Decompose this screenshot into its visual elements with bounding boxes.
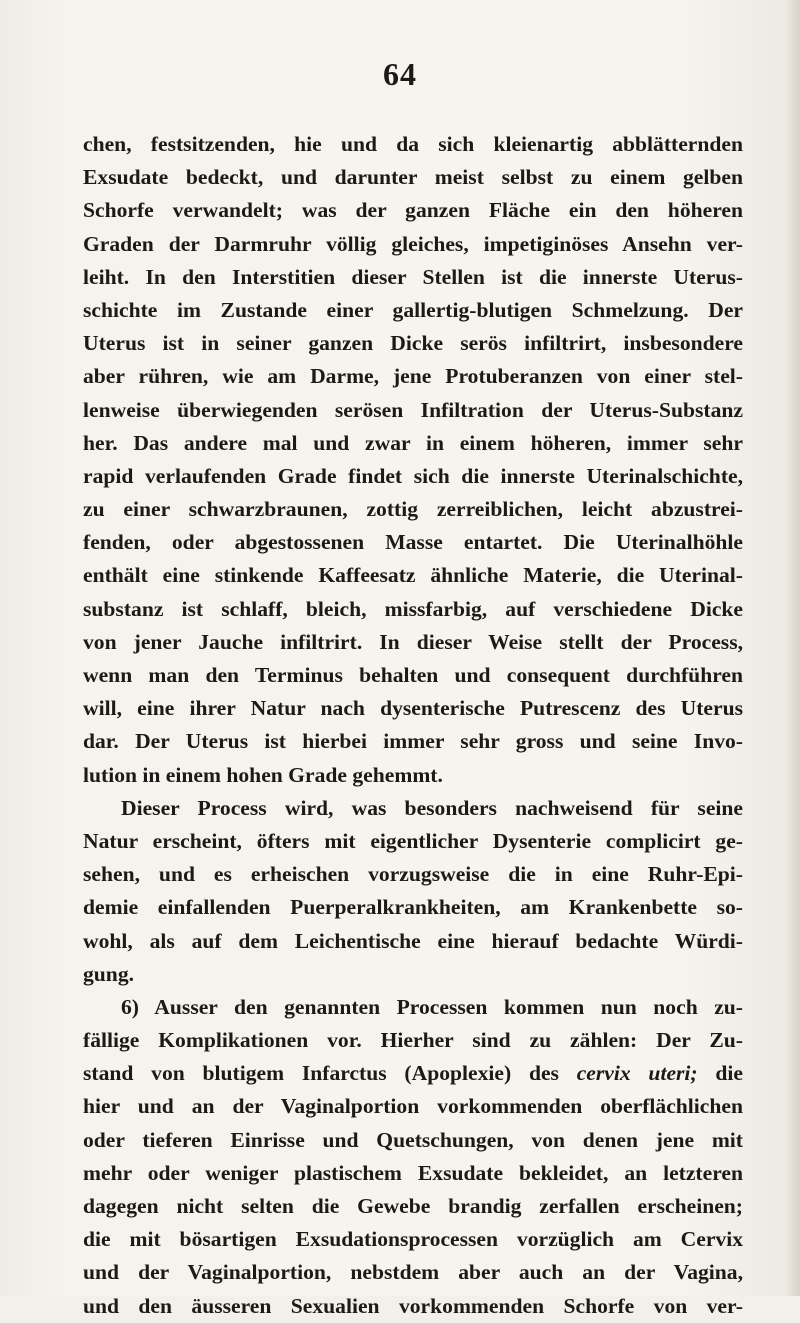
text-line: leiht. In den Interstitien dieser Stellen ist die innerste Uterus-	[83, 264, 743, 289]
text-line: rapid verlaufenden Grade findet sich die innerste Uterinalschichte,	[83, 463, 743, 488]
text-line-with-italic	[83, 1057, 743, 1090]
page-edge-shadow	[786, 0, 800, 1296]
text-line: chen, festsitzenden, hie und da sich kleienartig abblätternden	[83, 132, 743, 156]
text-line: schichte im Zustande einer gallertig-blutigen Schmelzung. Der	[83, 297, 743, 322]
text-line: Exsudate bedeckt, und darunter meist selbst zu einem gelben	[83, 165, 743, 190]
text-line: Dieser Process wird, was besonders nachweisend für seine	[121, 795, 743, 820]
text-line: von jener Jauche infiltrirt. In dieser Weise stellt der Process,	[83, 629, 743, 654]
text-line: 6) Ausser den genannten Processen kommen nun noch zu-	[121, 994, 743, 1019]
text-line: lution in einem hohen Grade gehemmt.	[83, 762, 443, 787]
text-line: die mit bösartigen Exsudationsprocessen vorzüglich am Cervix	[83, 1227, 743, 1252]
text-line: will, eine ihrer Natur nach dysenterische Putrescenz des Uterus	[83, 696, 743, 721]
text-line: und den äusseren Sexualien vorkommenden Schorfe von ver-	[83, 1293, 743, 1318]
text-line: fällige Komplikationen vor. Hierher sind zu zählen: Der Zu-	[83, 1028, 743, 1053]
text-segment: stand von blutigem Infarctus (Apoplexie) des	[83, 1061, 577, 1086]
text-line: enthält eine stinkende Kaffeesatz ähnliche Materie, die Uterinal-	[83, 563, 743, 588]
text-line: gung.	[83, 961, 135, 986]
text-line: substanz ist schlaff, bleich, missfarbig, auf verschiedene Dicke	[83, 596, 743, 621]
body-text	[83, 128, 743, 1323]
text-line: fenden, oder abgestossenen Masse entartet. Die Uterinalhöhle	[83, 530, 743, 555]
text-segment: die	[697, 1061, 743, 1086]
text-line: oder tieferen Einrisse und Quetschungen, von denen jene mit	[83, 1127, 743, 1152]
text-line: sehen, und es erheischen vorzugsweise die in eine Ruhr-Epi-	[83, 862, 743, 887]
text-line: mehr oder weniger plastischem Exsudate bekleidet, an letzteren	[83, 1160, 743, 1185]
page-number: 64	[383, 56, 417, 92]
text-line: hier und an der Vaginalportion vorkommenden oberflächlichen	[83, 1094, 743, 1119]
text-line: wohl, als auf dem Leichentische eine hierauf bedachte Würdi-	[83, 928, 743, 953]
text-line: Natur erscheint, öfters mit eigentlicher Dysenterie complicirt ge-	[83, 828, 743, 853]
text-line: Schorfe verwandelt; was der ganzen Fläche ein den höheren	[83, 198, 743, 223]
text-line: aber rühren, wie am Darme, jene Protuberanzen von einer stel-	[83, 364, 743, 389]
text-line: demie einfallenden Puerperalkrankheiten, am Krankenbette so-	[83, 895, 743, 920]
text-line: Uterus ist in seiner ganzen Dicke serös infiltrirt, insbesondere	[83, 331, 743, 356]
italic-term: cervix uteri;	[576, 1061, 698, 1086]
text-line: zu einer schwarzbraunen, zottig zerreiblichen, leicht abzustrei-	[83, 497, 743, 522]
text-line: lenweise überwiegenden serösen Infiltration der Uterus-Substanz	[83, 397, 743, 422]
text-line: dar. Der Uterus ist hierbei immer sehr gross und seine Invo-	[83, 729, 743, 754]
text-line: und der Vaginalportion, nebstdem aber auch an der Vagina,	[83, 1260, 743, 1285]
text-line: her. Das andere mal und zwar in einem höheren, immer sehr	[83, 430, 743, 455]
text-line: Graden der Darmruhr völlig gleiches, impetiginöses Ansehn ver-	[83, 231, 743, 256]
text-line: dagegen nicht selten die Gewebe brandig zerfallen erscheinen;	[83, 1194, 743, 1218]
text-line: wenn man den Terminus behalten und consequent durchführen	[83, 663, 743, 687]
